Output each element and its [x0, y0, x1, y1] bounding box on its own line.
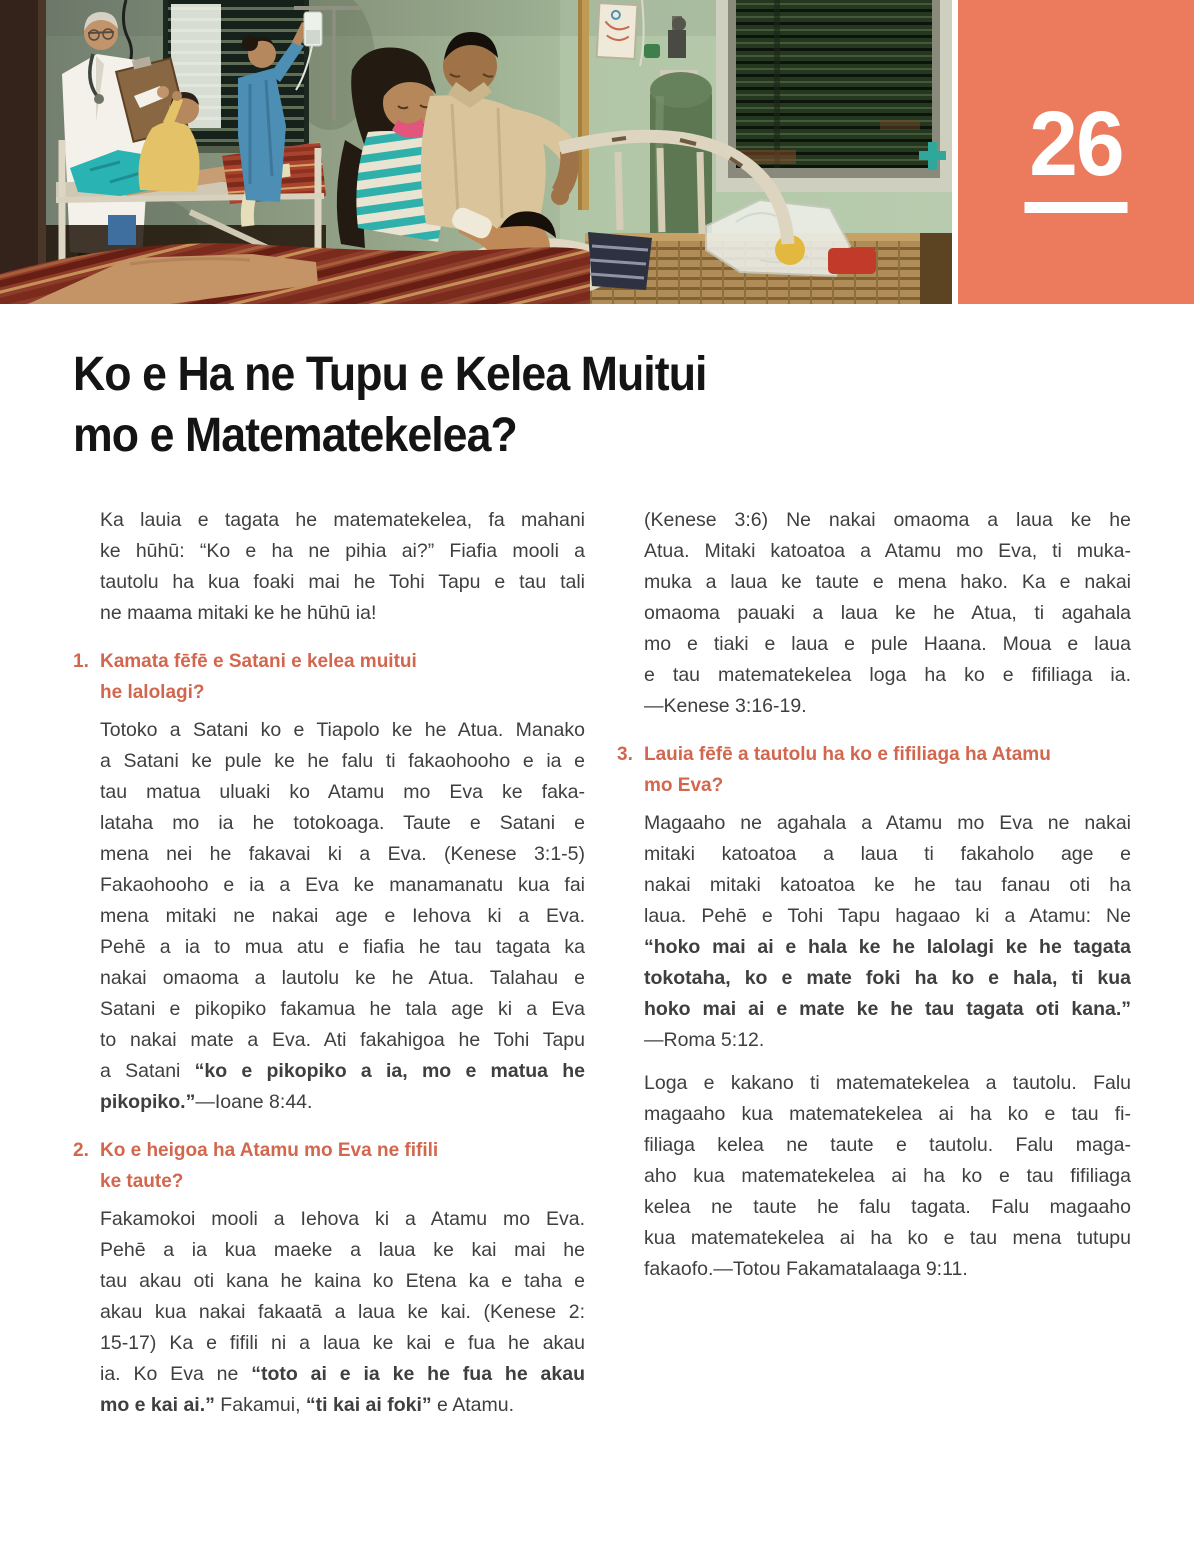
text-line: Loga e kakano ti matematekelea a tautolu. Falu [644, 1072, 1131, 1094]
text-line: Ka lauia e tagata he matematekelea, fa mahani [100, 509, 585, 531]
text-line: Fakamokoi mooli a Iehova ki a Atamu mo Eva. [100, 1208, 585, 1230]
text-line: nakai mitaki katoatoa ke he tau fanau oti ha [644, 874, 1131, 896]
text-line: a Satani ke pule ke he falu ti fakaohooho e ia e [100, 750, 585, 772]
text-line: Atua. Mitaki katoatoa a Atamu mo Eva, ti muka- [644, 540, 1131, 562]
text-line: mena mitaki ne nakai age e Iehova ki a Eva. [100, 905, 585, 927]
text-line: ia. Ko Eva ne “toto ai e ia ke he fua he akau [100, 1363, 585, 1385]
text-line: hoko mai ai e mate ke he tau tagata oti kana.” [644, 998, 1131, 1020]
text-line: 15-17) Ka e fifili ni a laua ke kai e fua he akau [100, 1332, 585, 1354]
text-line: aho kua matematekelea ai ha ko e tau fifiliaga [644, 1165, 1131, 1187]
question-line: mo Eva? [644, 775, 724, 796]
paragraph [100, 1204, 585, 1421]
text-line: Magaaho ne agahala a Atamu mo Eva ne nakai [644, 812, 1131, 834]
text-line: —Kenese 3:16-19. [644, 695, 807, 717]
question-line: Lauia fēfē a tautolu ha ko e fifiliaga ha Atamu [644, 744, 1051, 765]
question-number: 2. [73, 1140, 89, 1161]
paragraph [644, 505, 1131, 722]
text-line: tokotaha, ko e mate foki ha ko e hala, ti kua [644, 967, 1131, 989]
dark-cloth [588, 232, 652, 290]
text-line: tau akau oti kana he kaina ko Etena ka e taha e [100, 1270, 585, 1292]
paragraph [644, 1068, 1131, 1285]
page-title-line: mo e Matematekelea? [73, 409, 517, 462]
question-heading [73, 1135, 585, 1197]
text-line: kua matematekelea ai ha ko e tau mena tutupu [644, 1227, 1131, 1249]
question-line: ke taute? [100, 1171, 184, 1192]
red-pack [828, 248, 876, 274]
paragraph [644, 808, 1131, 1056]
text-line: mitaki katoatoa a laua ti fakaholo age e [644, 843, 1131, 865]
text-line: Fakaohooho e ia a Eva ke manamanatu kua fai [100, 874, 585, 896]
text-line: ne maama mitaki ke he hūhū ia! [100, 602, 377, 624]
page-title [73, 344, 707, 466]
text-line: omaoma pauaki a laua ke he Atua, ti agahala [644, 602, 1131, 624]
question-line: Ko e heigoa ha Atamu mo Eva ne fifili [100, 1140, 439, 1161]
text-line: akau kua nakai fakaatā a laua ke kai. (Kenese 2: [100, 1301, 585, 1323]
text-line: tautolu ha kua foaki mai he Tohi Tapu e tau tali [100, 571, 585, 593]
bamboo-pole [578, 0, 589, 210]
question-number: 3. [617, 744, 633, 765]
text-line: e tau matematekelea loga ha ko e fifiliaga ia. [644, 664, 1131, 686]
text-line: filiaga kelea ne taute e tautolu. Falu maga- [644, 1134, 1131, 1156]
paragraph [100, 715, 585, 1118]
text-line: a Satani “ko e pikopiko a ia, mo e matua he [100, 1060, 585, 1082]
lesson-number: 26 [1029, 93, 1123, 195]
question-heading [617, 739, 1132, 801]
text-line: (Kenese 3:6) Ne nakai omaoma a laua ke he [644, 509, 1131, 531]
lesson-number-block [958, 0, 1194, 304]
question-number: 1. [73, 651, 89, 672]
text-line: tau matua uluaki ko Atamu mo Eva ke faka- [100, 781, 585, 803]
paragraph [100, 505, 585, 629]
text-line: —Roma 5:12. [644, 1029, 765, 1051]
text-line: muka a laua ke taute e mena hako. Ka e nakai [644, 571, 1131, 593]
text-line: mena nei he fakavai ki a Eva. (Kenese 3:1-5) [100, 843, 585, 865]
text-line: ke hūhū: “Ko e ha ne pihia ai?” Fiafia mooli a [100, 540, 585, 562]
question-line: Kamata fēfē e Satani e kelea muitui [100, 651, 417, 672]
hospital-photo [0, 0, 952, 304]
pinned-drawing [597, 3, 638, 59]
text-column-1 [73, 505, 585, 1421]
text-line: Totoko a Satani ko e Tiapolo ke he Atua. Manako [100, 719, 585, 741]
text-line: nakai omaoma a lautolu ke he Atua. Talahau e [100, 967, 585, 989]
text-line: to nakai mate a Eva. Ati fakahigoa he Tohi Tapu [100, 1029, 585, 1051]
text-line: Pehē a ia kua maeke a laua ke kai mai he [100, 1239, 585, 1261]
text-line: Satani e pikopiko fakamua he tala age ki a Eva [100, 998, 585, 1020]
question-heading [73, 646, 585, 708]
text-line: “hoko mai ai e hala ke he lalolagi ke he tagata [644, 936, 1131, 958]
wooden-door [0, 0, 46, 304]
page-title-line: Ko e Ha ne Tupu e Kelea Muitui [73, 348, 707, 401]
text-line: kelea ne taute he falu tagata. Falu magaaho [644, 1196, 1131, 1218]
text-line: mo e tiaki e laua e pule Haana. Moua e laua [644, 633, 1131, 655]
lesson-underline [1025, 202, 1128, 213]
text-line: mo e kai ai.” Fakamui, “ti kai ai foki” e Atamu. [100, 1394, 515, 1416]
text-line: pikopiko.”—Ioane 8:44. [100, 1091, 313, 1113]
text-line: lataha mo ia he totokoaga. Taute e Satani e [100, 812, 585, 834]
blue-bucket [108, 215, 136, 245]
text-column-2 [617, 505, 1132, 1285]
text-line: Pehē a ia to mua atu e fiafia he tau tagata ka [100, 936, 585, 958]
text-line: magaaho kua matematekelea ai ha ko e tau fi- [644, 1103, 1131, 1125]
text-line: fakaofo.—Totou Fakamatalaaga 9:11. [644, 1258, 968, 1280]
text-line: laua. Pehē e Tohi Tapu hagaao ki a Atamu: Ne [644, 905, 1131, 927]
question-line: he lalolagi? [100, 682, 205, 703]
